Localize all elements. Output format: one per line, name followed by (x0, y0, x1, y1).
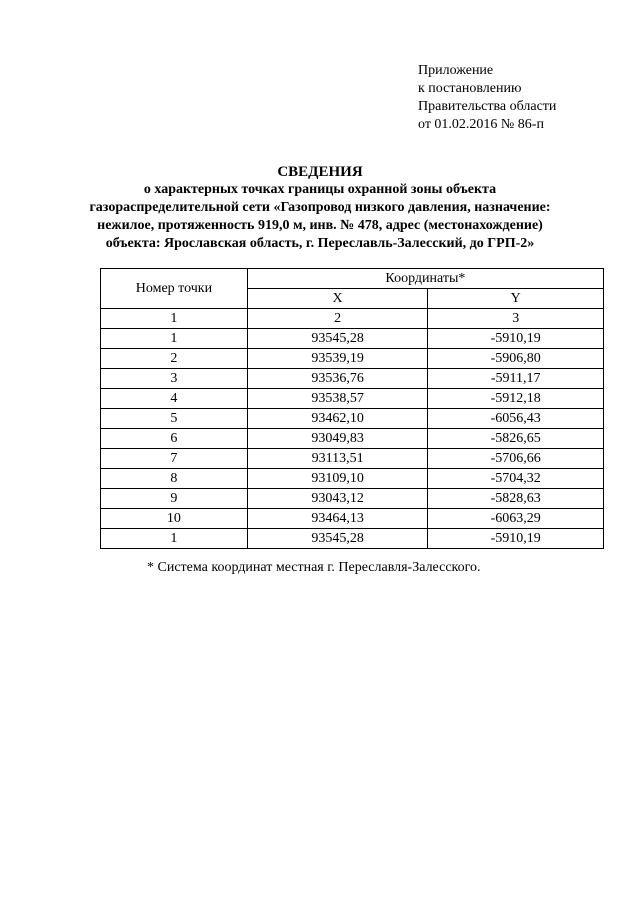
x-cell: 93536,76 (247, 369, 428, 389)
x-cell: 93049,83 (247, 429, 428, 449)
x-cell: 93109,10 (247, 469, 428, 489)
y-cell: -5911,17 (428, 369, 604, 389)
point-number-cell: 6 (101, 429, 248, 449)
table-header-row (101, 269, 604, 289)
appendix-line: Правительства области (418, 99, 557, 114)
title-line: газораспределительной сети «Газопровод низкого давления, назначение: (89, 200, 551, 215)
point-number-cell: 3 (101, 369, 248, 389)
table-row (101, 469, 604, 489)
index-cell: 3 (428, 309, 604, 329)
coordinates-table (100, 268, 604, 549)
table-row (101, 369, 604, 389)
x-cell: 93545,28 (247, 329, 428, 349)
point-number-cell: 9 (101, 489, 248, 509)
appendix-line: к постановлению (418, 81, 522, 96)
table-row (101, 529, 604, 549)
x-cell: 93539,19 (247, 349, 428, 369)
y-cell: -5826,65 (428, 429, 604, 449)
table-row (101, 409, 604, 429)
table-row (101, 429, 604, 449)
point-number-cell: 8 (101, 469, 248, 489)
y-cell: -5706,66 (428, 449, 604, 469)
appendix-line: от 01.02.2016 № 86-п (418, 117, 544, 132)
table-row (101, 329, 604, 349)
index-cell: 2 (247, 309, 428, 329)
title-line: о характерных точках границы охранной зоны объекта (143, 182, 497, 197)
title-heading: СВЕДЕНИЯ (277, 164, 363, 180)
x-cell: 93538,57 (247, 389, 428, 409)
x-cell: 93043,12 (247, 489, 428, 509)
x-cell: 93113,51 (247, 449, 428, 469)
document-title (80, 163, 560, 253)
x-cell: 93464,13 (247, 509, 428, 529)
table-index-row (101, 309, 604, 329)
x-cell: 93545,28 (247, 529, 428, 549)
table-row (101, 449, 604, 469)
y-cell: -5828,63 (428, 489, 604, 509)
y-cell: -5704,32 (428, 469, 604, 489)
table-body (101, 329, 604, 549)
table-row (101, 349, 604, 369)
x-cell: 93462,10 (247, 409, 428, 429)
point-number-cell: 1 (101, 329, 248, 349)
point-number-cell: 7 (101, 449, 248, 469)
title-line: нежилое, протяженность 919,0 м, инв. № 478, адрес (местонахождение) (97, 218, 543, 233)
table-row (101, 509, 604, 529)
y-cell: -6056,43 (428, 409, 604, 429)
header-coordinates: Координаты* (247, 269, 603, 289)
header-x: X (247, 289, 428, 309)
y-cell: -5912,18 (428, 389, 604, 409)
point-number-cell: 10 (101, 509, 248, 529)
point-number-cell: 2 (101, 349, 248, 369)
appendix-block (418, 62, 556, 134)
appendix-line: Приложение (418, 63, 494, 78)
table-row (101, 489, 604, 509)
y-cell: -5910,19 (428, 329, 604, 349)
y-cell: -5906,80 (428, 349, 604, 369)
header-y: Y (428, 289, 604, 309)
table-row (101, 389, 604, 409)
y-cell: -6063,29 (428, 509, 604, 529)
point-number-cell: 1 (101, 529, 248, 549)
footnote: * Система координат местная г. Переславля-Залесского. (147, 560, 481, 575)
title-line: объекта: Ярославская область, г. Переславль-Залесский, до ГРП-2» (105, 236, 535, 251)
point-number-cell: 5 (101, 409, 248, 429)
index-cell: 1 (101, 309, 248, 329)
point-number-cell: 4 (101, 389, 248, 409)
header-point-number: Номер точки (101, 269, 248, 309)
y-cell: -5910,19 (428, 529, 604, 549)
